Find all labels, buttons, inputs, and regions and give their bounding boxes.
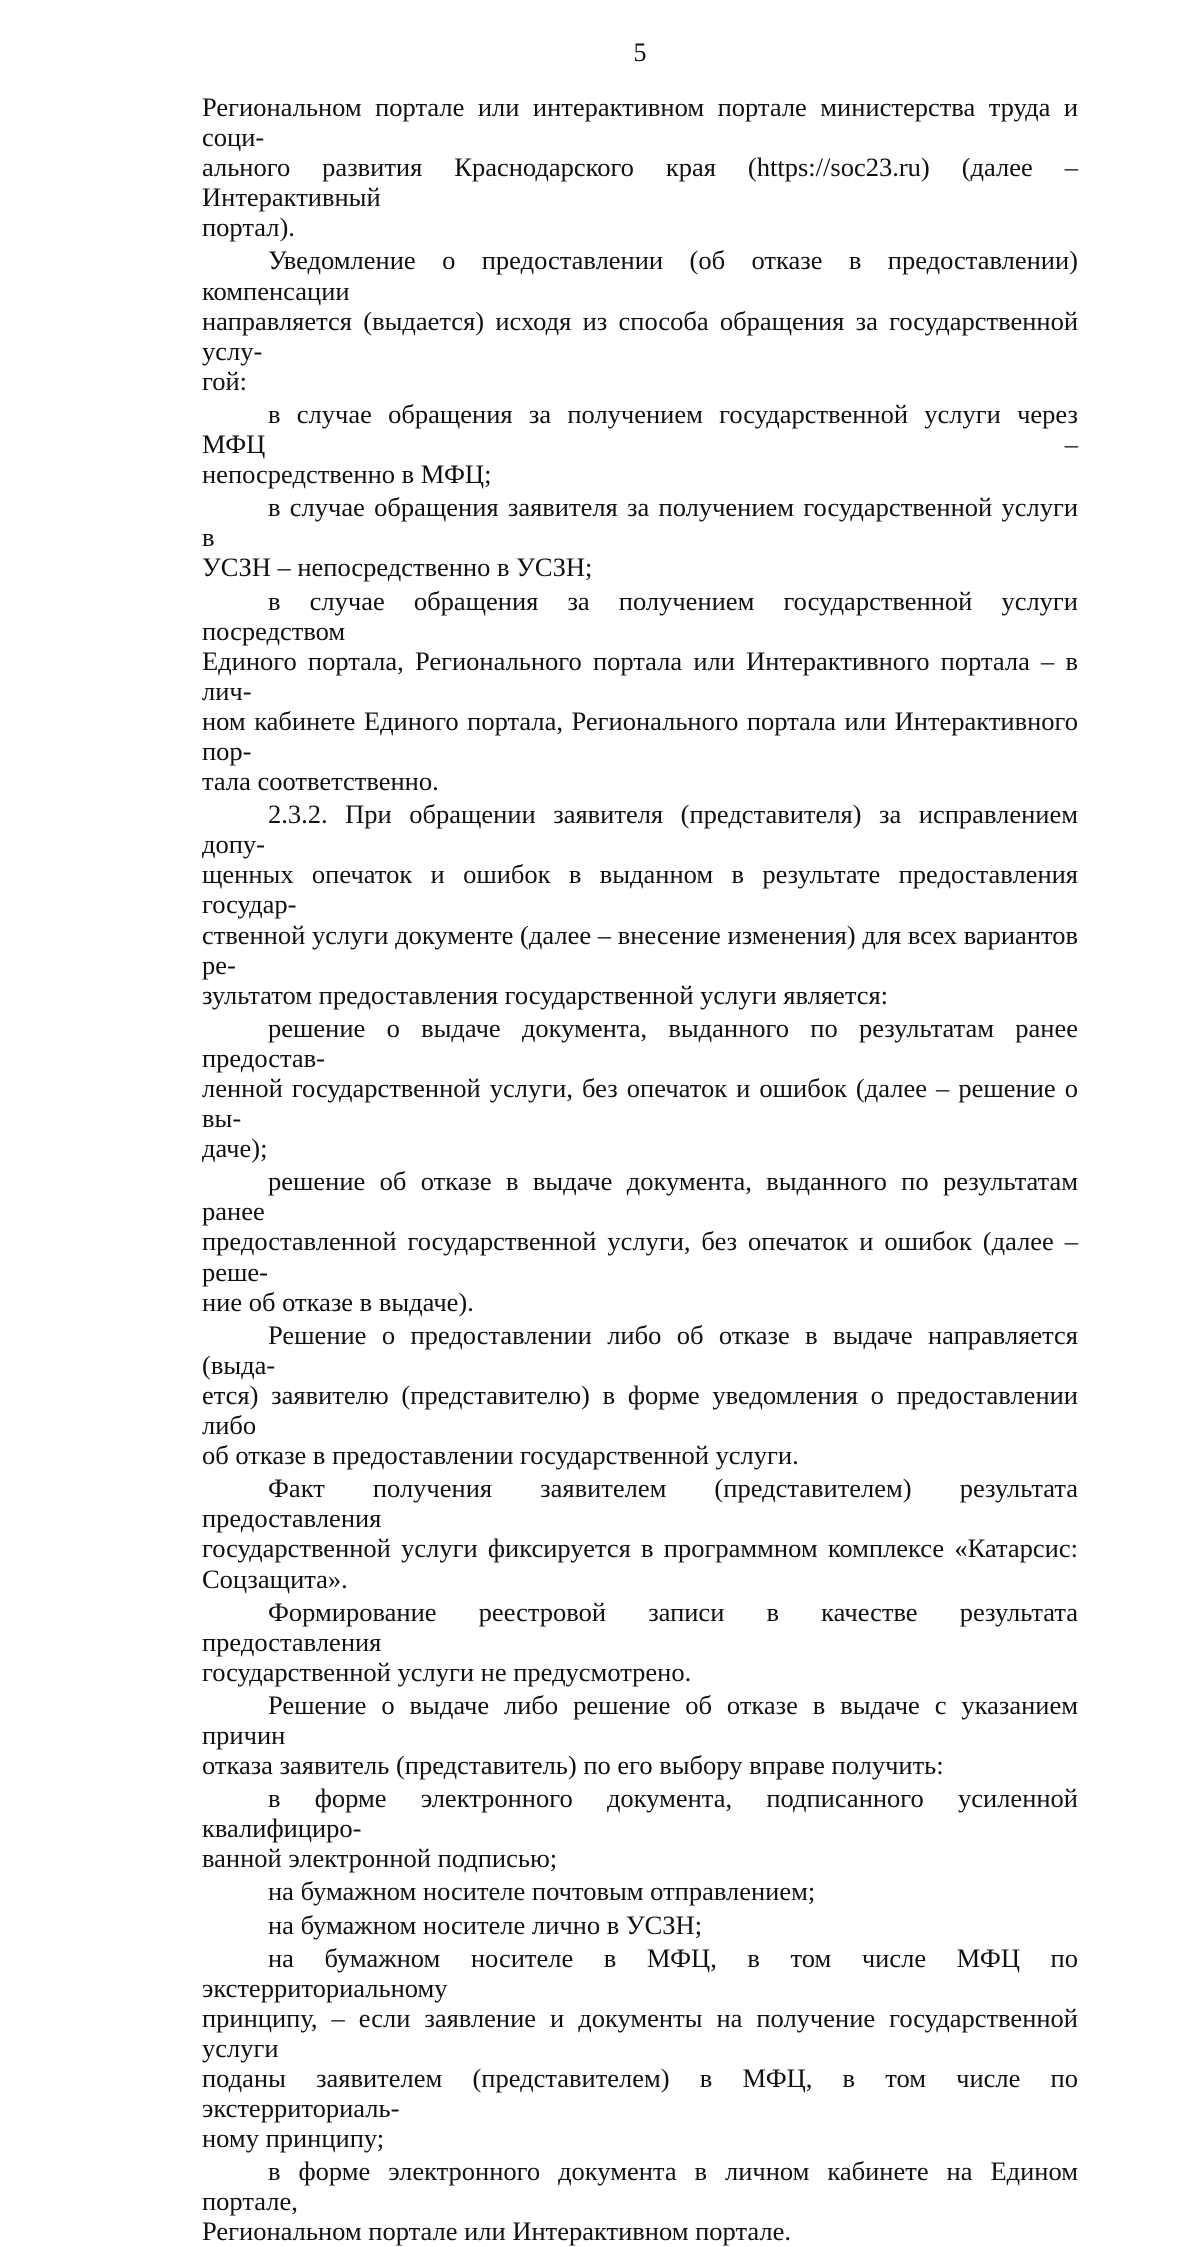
paragraph <box>202 1783 1078 1873</box>
text-line: на бумажном носителе почтовым отправлением; <box>268 1876 816 1907</box>
text-line: щенных опечаток и ошибок в выданном в результате предоставления государ- <box>202 859 1078 920</box>
document-body <box>202 92 1078 2247</box>
text-line: решение об отказе в выдаче документа, выданного по результатам ранее <box>202 1166 1078 1227</box>
text-line: на бумажном носителе в МФЦ, в том числе МФЦ по экстерриториальному <box>202 1942 1078 2003</box>
text-line: Формирование реестровой записи в качестве результата предоставления <box>202 1596 1078 1657</box>
text-line: в форме электронного документа, подписанного усиленной квалифициро- <box>202 1783 1078 1844</box>
paragraph <box>202 1910 1078 1940</box>
text-line: ние об отказе в выдаче). <box>202 1286 474 1317</box>
text-line: непосредственно в МФЦ; <box>202 459 492 490</box>
paragraph <box>202 399 1078 489</box>
text-line: 2.3.2. При обращении заявителя (представителя) за исправлением допу- <box>202 799 1078 860</box>
text-line: Решение о предоставлении либо об отказе в выдаче направляется (выда- <box>202 1319 1078 1380</box>
text-line: гой: <box>202 365 248 396</box>
paragraph <box>202 2156 1078 2246</box>
text-line: портал). <box>202 212 295 243</box>
text-line: об отказе в предоставлении государственной услуги. <box>202 1440 799 1471</box>
paragraph <box>202 1876 1078 1906</box>
text-line: решение о выдаче документа, выданного по результатам ранее предостав- <box>202 1012 1078 1073</box>
paragraph <box>202 1597 1078 1687</box>
text-line: ному принципу; <box>202 2123 385 2154</box>
text-line: Решение о выдаче либо решение об отказе в выдаче с указанием причин <box>202 1689 1078 1750</box>
text-line: Региональном портале или интерактивном портале министерства труда и соци- <box>202 92 1078 153</box>
paragraph <box>202 586 1078 797</box>
text-line: ванной электронной подписью; <box>202 1843 558 1874</box>
text-line: в форме электронного документа в личном кабинете на Едином портале, <box>202 2156 1078 2217</box>
text-line: даче); <box>202 1133 268 1164</box>
text-line: государственной услуги не предусмотрено. <box>202 1656 692 1687</box>
text-line: ленной государственной услуги, без опечаток и ошибок (далее – решение о вы- <box>202 1073 1078 1134</box>
paragraph <box>202 799 1078 1010</box>
text-line: тала соответственно. <box>202 766 439 797</box>
paragraph <box>202 92 1078 242</box>
paragraph <box>202 1013 1078 1163</box>
text-line: поданы заявителем (представителем) в МФЦ, в том числе по экстерриториаль- <box>202 2063 1078 2124</box>
page-number: 5 <box>633 38 647 67</box>
text-line: Соцзащита». <box>202 1563 348 1594</box>
text-line: Региональном портале или Интерактивном портале. <box>202 2216 791 2247</box>
text-line: отказа заявитель (представитель) по его выбору вправе получить: <box>202 1750 944 1781</box>
text-line: в случае обращения за получением государственной услуги через МФЦ – <box>202 398 1078 460</box>
paragraph <box>202 1943 1078 2154</box>
text-line: направляется (выдается) исходя из способа обращения за государственной услу- <box>202 305 1078 366</box>
text-line: государственной услуги фиксируется в программном комплексе «Катарсис: <box>202 1533 1078 1564</box>
text-line: ального развития Краснодарского края (https://soc23.ru) (далее – Интерактивный <box>202 152 1078 213</box>
paragraph <box>202 1320 1078 1470</box>
text-line: ется) заявителю (представителю) в форме уведомления о предоставлении либо <box>202 1379 1078 1441</box>
text-line: Уведомление о предоставлении (об отказе в предоставлении) компенсации <box>202 245 1078 306</box>
text-line: ном кабинете Единого портала, Регионального портала или Интерактивного пор- <box>202 705 1078 766</box>
text-line: Единого портала, Регионального портала или Интерактивного портала – в лич- <box>202 645 1078 706</box>
text-line: УСЗН – непосредственно в УСЗН; <box>202 552 593 583</box>
text-line: ственной услуги документе (далее – внесение изменения) для всех вариантов ре- <box>202 919 1078 980</box>
text-line: на бумажном носителе лично в УСЗН; <box>268 1909 703 1940</box>
paragraph <box>202 1166 1078 1316</box>
text-line: Факт получения заявителем (представителем) результата предоставления <box>202 1473 1078 1534</box>
text-line: предоставленной государственной услуги, без опечаток и ошибок (далее – реше- <box>202 1226 1078 1287</box>
paragraph <box>202 1690 1078 1780</box>
text-line: зультатом предоставления государственной услуги является: <box>202 979 889 1010</box>
paragraph <box>202 492 1078 582</box>
paragraph <box>202 1473 1078 1593</box>
text-line: в случае обращения за получением государственной услуги посредством <box>202 585 1078 646</box>
text-line: принципу, – если заявление и документы на получение государственной услуги <box>202 2002 1078 2063</box>
paragraph <box>202 245 1078 395</box>
text-line: в случае обращения заявителя за получением государственной услуги в <box>202 492 1078 553</box>
